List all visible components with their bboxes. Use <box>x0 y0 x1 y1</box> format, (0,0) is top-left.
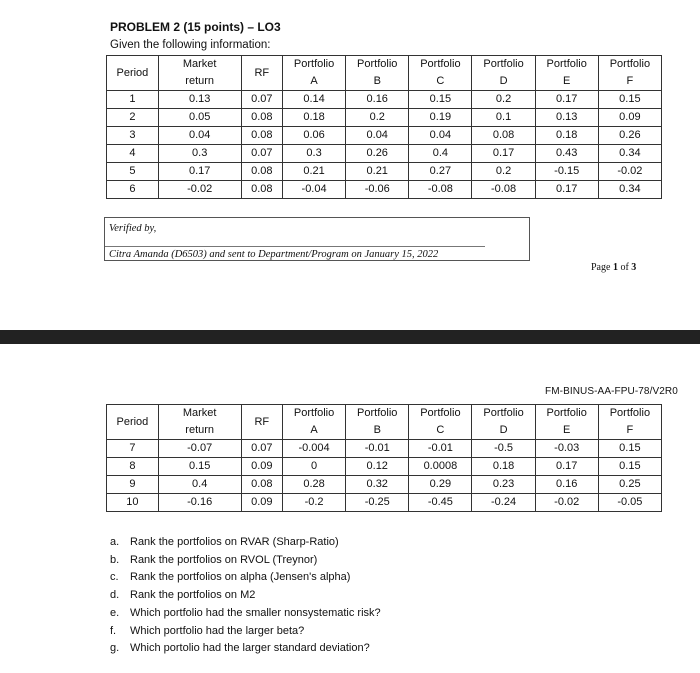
header-portfolio-a: Portfolio <box>283 405 346 423</box>
header-portfolio-c: Portfolio <box>409 405 472 423</box>
cell-portfolio-d: 0.1 <box>472 109 535 127</box>
table-row <box>107 476 662 494</box>
cell-portfolio-a: 0.28 <box>283 476 346 494</box>
question-text: Rank the portfolios on RVAR (Sharp-Ratio) <box>130 536 339 548</box>
cell-portfolio-f: 0.15 <box>598 91 661 109</box>
cell-portfolio-a: -0.04 <box>283 181 346 199</box>
cell-period: 9 <box>107 476 159 494</box>
cell-portfolio-f: 0.34 <box>598 145 661 163</box>
table-row <box>107 440 662 458</box>
header-letter-d: D <box>472 73 535 91</box>
header-portfolio-d: Portfolio <box>472 56 535 74</box>
cell-portfolio-f: -0.02 <box>598 163 661 181</box>
cell-portfolio-a: 0 <box>283 458 346 476</box>
cell-portfolio-a: 0.3 <box>283 145 346 163</box>
cell-period: 4 <box>107 145 159 163</box>
cell-market-return: 0.13 <box>158 91 241 109</box>
header-letter-b: B <box>346 73 409 91</box>
cell-portfolio-b: -0.01 <box>346 440 409 458</box>
cell-rf: 0.07 <box>241 91 282 109</box>
cell-market-return: 0.17 <box>158 163 241 181</box>
cell-rf: 0.09 <box>241 458 282 476</box>
document-page-2 <box>0 344 700 673</box>
cell-market-return: 0.15 <box>158 458 241 476</box>
table-row <box>107 458 662 476</box>
problem-subtitle: Given the following information: <box>110 39 271 51</box>
header-letter-b: B <box>346 422 409 440</box>
question-text: Which portfolio had the smaller nonsystematic risk? <box>130 606 381 619</box>
header-letter-a: A <box>283 73 346 91</box>
cell-portfolio-b: 0.04 <box>346 127 409 145</box>
cell-portfolio-f: 0.15 <box>598 458 661 476</box>
question-item <box>110 640 381 658</box>
cell-portfolio-c: 0.15 <box>409 91 472 109</box>
cell-portfolio-f: 0.26 <box>598 127 661 145</box>
question-letter: d. <box>110 589 120 602</box>
problem-title: PROBLEM 2 (15 points) – LO3 <box>110 20 281 34</box>
cell-period: 8 <box>107 458 159 476</box>
cell-portfolio-d: -0.24 <box>472 494 535 512</box>
cell-rf: 0.09 <box>241 494 282 512</box>
page-total: 3 <box>631 262 637 273</box>
question-list <box>110 534 381 658</box>
cell-portfolio-d: 0.17 <box>472 145 535 163</box>
cell-portfolio-c: 0.04 <box>409 127 472 145</box>
header-letter-c: C <box>409 422 472 440</box>
cell-rf: 0.08 <box>241 163 282 181</box>
cell-portfolio-f: 0.15 <box>598 440 661 458</box>
header-letter-e: E <box>535 73 598 91</box>
question-letter: g. <box>110 642 120 655</box>
cell-portfolio-d: -0.5 <box>472 440 535 458</box>
cell-portfolio-d: 0.08 <box>472 127 535 145</box>
cell-market-return: 0.4 <box>158 476 241 494</box>
cell-market-return: -0.07 <box>158 440 241 458</box>
cell-portfolio-c: 0.0008 <box>409 458 472 476</box>
question-text: Which portfolio had the larger beta? <box>130 624 305 637</box>
cell-portfolio-b: 0.26 <box>346 145 409 163</box>
cell-portfolio-e: -0.02 <box>535 494 598 512</box>
cell-portfolio-c: 0.19 <box>409 109 472 127</box>
header-portfolio-f: Portfolio <box>598 56 661 74</box>
cell-portfolio-e: 0.16 <box>535 476 598 494</box>
cell-rf: 0.07 <box>241 440 282 458</box>
cell-portfolio-c: 0.27 <box>409 163 472 181</box>
page-number <box>591 262 636 273</box>
header-portfolio-d: Portfolio <box>472 405 535 423</box>
header-market-bottom: return <box>158 422 241 440</box>
header-portfolio-c: Portfolio <box>409 56 472 74</box>
cell-rf: 0.08 <box>241 127 282 145</box>
cell-period: 2 <box>107 109 159 127</box>
document-id: FM-BINUS-AA-FPU-78/V2R0 <box>545 386 678 397</box>
cell-portfolio-e: 0.17 <box>535 181 598 199</box>
question-text: Which portolio had the larger standard deviation? <box>130 642 370 655</box>
header-portfolio-b: Portfolio <box>346 405 409 423</box>
table-row <box>107 145 662 163</box>
table-row <box>107 109 662 127</box>
page-of: of <box>617 262 632 273</box>
question-text: Rank the portfolios on M2 <box>130 589 256 602</box>
table-row <box>107 127 662 145</box>
question-item <box>110 552 381 570</box>
cell-portfolio-c: 0.29 <box>409 476 472 494</box>
cell-portfolio-a: 0.14 <box>283 91 346 109</box>
question-item <box>110 534 381 552</box>
header-market-top: Market <box>158 405 241 423</box>
cell-portfolio-e: 0.17 <box>535 91 598 109</box>
cell-portfolio-b: 0.12 <box>346 458 409 476</box>
cell-market-return: 0.3 <box>158 145 241 163</box>
cell-portfolio-b: 0.16 <box>346 91 409 109</box>
table-row <box>107 91 662 109</box>
header-letter-c: C <box>409 73 472 91</box>
question-item <box>110 623 381 641</box>
cell-period: 10 <box>107 494 159 512</box>
header-portfolio-f: Portfolio <box>598 405 661 423</box>
cell-rf: 0.08 <box>241 109 282 127</box>
header-period: Period <box>107 56 159 91</box>
returns-table-1 <box>106 55 662 199</box>
header-portfolio-e: Portfolio <box>535 56 598 74</box>
cell-period: 5 <box>107 163 159 181</box>
cell-portfolio-b: -0.25 <box>346 494 409 512</box>
question-letter: b. <box>110 553 120 566</box>
cell-period: 7 <box>107 440 159 458</box>
question-item <box>110 587 381 605</box>
cell-portfolio-f: -0.05 <box>598 494 661 512</box>
question-item <box>110 605 381 623</box>
cell-market-return: 0.04 <box>158 127 241 145</box>
cell-portfolio-b: 0.21 <box>346 163 409 181</box>
cell-portfolio-b: 0.32 <box>346 476 409 494</box>
header-letter-f: F <box>598 422 661 440</box>
page-current: 1 <box>612 262 618 273</box>
cell-portfolio-a: 0.18 <box>283 109 346 127</box>
cell-portfolio-b: -0.06 <box>346 181 409 199</box>
cell-portfolio-c: -0.01 <box>409 440 472 458</box>
header-portfolio-a: Portfolio <box>283 56 346 74</box>
cell-portfolio-d: 0.2 <box>472 163 535 181</box>
cell-market-return: -0.16 <box>158 494 241 512</box>
question-letter: e. <box>110 606 120 619</box>
question-letter: c. <box>110 571 119 584</box>
verified-label: Verified by, <box>109 223 157 234</box>
cell-market-return: -0.02 <box>158 181 241 199</box>
header-letter-e: E <box>535 422 598 440</box>
cell-market-return: 0.05 <box>158 109 241 127</box>
header-rf: RF <box>241 405 282 440</box>
page-prefix: Page <box>591 262 613 273</box>
cell-portfolio-c: -0.45 <box>409 494 472 512</box>
verification-divider <box>105 246 485 247</box>
table-row <box>107 181 662 199</box>
cell-portfolio-d: 0.2 <box>472 91 535 109</box>
header-rf: RF <box>241 56 282 91</box>
cell-portfolio-f: 0.34 <box>598 181 661 199</box>
cell-portfolio-f: 0.09 <box>598 109 661 127</box>
header-letter-d: D <box>472 422 535 440</box>
cell-portfolio-a: -0.2 <box>283 494 346 512</box>
cell-portfolio-e: -0.15 <box>535 163 598 181</box>
cell-portfolio-e: 0.13 <box>535 109 598 127</box>
question-item <box>110 569 381 587</box>
cell-portfolio-d: 0.23 <box>472 476 535 494</box>
cell-portfolio-f: 0.25 <box>598 476 661 494</box>
header-letter-f: F <box>598 73 661 91</box>
cell-portfolio-a: 0.21 <box>283 163 346 181</box>
header-portfolio-b: Portfolio <box>346 56 409 74</box>
question-letter: a. <box>110 536 120 548</box>
returns-table-2 <box>106 404 662 512</box>
page-separator <box>0 330 700 344</box>
table-row <box>107 494 662 512</box>
cell-portfolio-c: -0.08 <box>409 181 472 199</box>
table-row <box>107 163 662 181</box>
header-portfolio-e: Portfolio <box>535 405 598 423</box>
verified-text: Citra Amanda (D6503) and sent to Department/Program on January 15, 2022 <box>109 249 439 260</box>
document-page-1 <box>0 0 700 330</box>
cell-portfolio-b: 0.2 <box>346 109 409 127</box>
cell-portfolio-e: -0.03 <box>535 440 598 458</box>
cell-portfolio-c: 0.4 <box>409 145 472 163</box>
cell-portfolio-d: -0.08 <box>472 181 535 199</box>
cell-portfolio-e: 0.17 <box>535 458 598 476</box>
cell-portfolio-a: -0.004 <box>283 440 346 458</box>
question-letter: f. <box>110 624 117 637</box>
question-text: Rank the portfolios on RVOL (Treynor) <box>130 553 318 566</box>
cell-rf: 0.08 <box>241 181 282 199</box>
cell-rf: 0.07 <box>241 145 282 163</box>
cell-period: 3 <box>107 127 159 145</box>
cell-portfolio-e: 0.18 <box>535 127 598 145</box>
cell-period: 1 <box>107 91 159 109</box>
header-market-bottom: return <box>158 73 241 91</box>
header-period: Period <box>107 405 159 440</box>
cell-period: 6 <box>107 181 159 199</box>
cell-portfolio-a: 0.06 <box>283 127 346 145</box>
cell-portfolio-d: 0.18 <box>472 458 535 476</box>
header-letter-a: A <box>283 422 346 440</box>
cell-portfolio-e: 0.43 <box>535 145 598 163</box>
question-text: Rank the portfolios on alpha (Jensen's alpha) <box>130 571 351 584</box>
header-market-top: Market <box>158 56 241 74</box>
verification-box <box>104 217 530 261</box>
cell-rf: 0.08 <box>241 476 282 494</box>
